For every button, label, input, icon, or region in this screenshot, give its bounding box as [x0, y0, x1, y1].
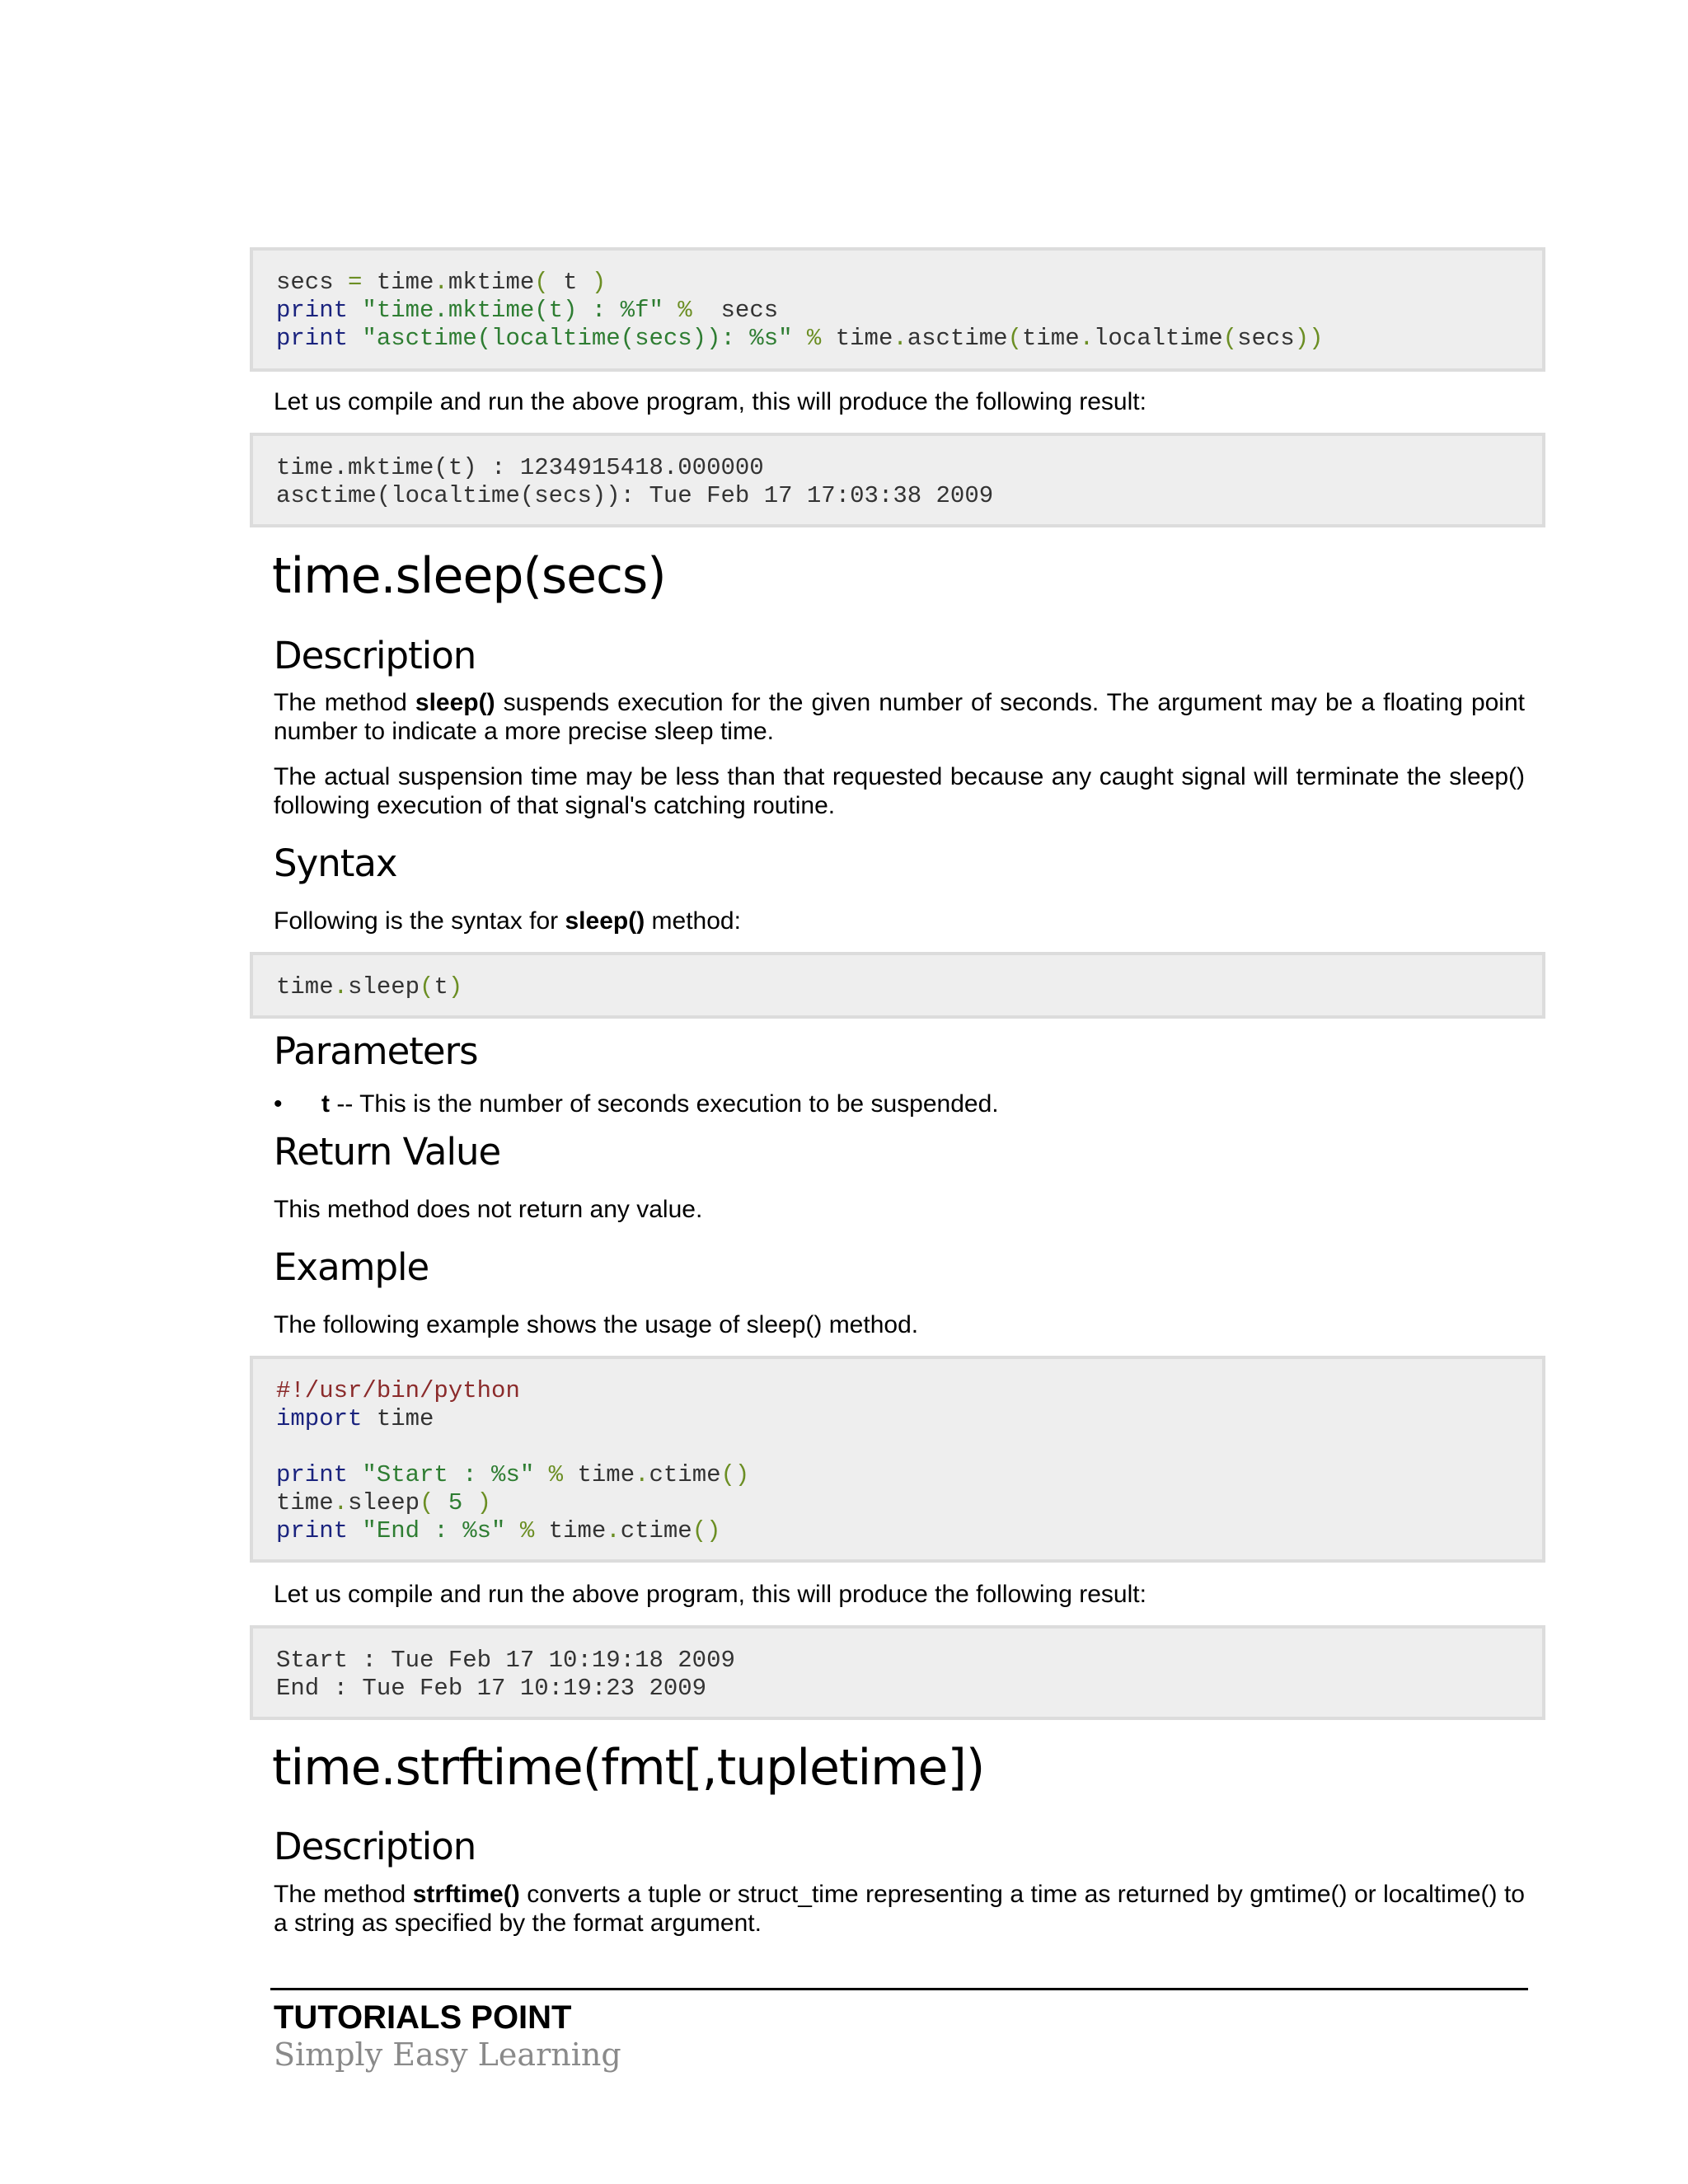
code-token: )	[448, 973, 463, 1001]
return-value-heading: Return Value	[274, 1130, 501, 1174]
code-line	[276, 1647, 1521, 1675]
text-run: Following is the syntax for	[274, 907, 565, 935]
code-token: )	[591, 269, 607, 296]
code-token: "asctime(localtime(secs)): %s"	[362, 325, 793, 352]
code-token: sleep	[348, 1489, 420, 1516]
code-token: #!/usr/bin/python	[276, 1377, 520, 1404]
footer-divider	[270, 1988, 1528, 1990]
output-block	[250, 433, 1545, 527]
text-run: suspends execution for the given number of seconds. The argument may be a floating point number to indicate a more precise sleep time.	[274, 689, 1525, 745]
section-title: time.sleep(secs)	[272, 547, 666, 605]
code-token: print	[276, 325, 349, 352]
example-heading: Example	[274, 1245, 429, 1289]
code-token: (	[420, 1489, 434, 1516]
bullet-icon: •	[274, 1090, 283, 1118]
code-token: Start : Tue Feb 17 10:19:18 2009	[276, 1647, 735, 1674]
method-name: sleep()	[565, 907, 645, 935]
code-token: %	[519, 1517, 535, 1544]
description-heading: Description	[274, 1825, 476, 1868]
code-token: time	[276, 973, 334, 1001]
code-token: print	[276, 1517, 349, 1544]
code-line	[276, 325, 1521, 353]
text-run: converts a tuple or struct_time representing a time as returned by gmtime() or localtime() to a string as specified by the format argument.	[274, 1881, 1525, 1937]
code-token: End : Tue Feb 17 10:19:23 2009	[276, 1675, 707, 1702]
code-line	[276, 1489, 1521, 1517]
code-token: import	[276, 1405, 363, 1432]
code-token: %	[806, 325, 822, 352]
code-line	[276, 973, 1521, 1001]
code-token: (	[420, 973, 434, 1001]
code-token: time	[362, 269, 434, 296]
code-token	[348, 325, 362, 352]
code-token: time	[1021, 325, 1080, 352]
code-line	[276, 1517, 1521, 1545]
code-token: .	[893, 325, 907, 352]
syntax-paragraph	[274, 907, 1525, 935]
code-token: 5	[448, 1489, 463, 1516]
code-token: time	[362, 1405, 434, 1432]
description-paragraph	[274, 688, 1525, 746]
code-token: (	[1007, 325, 1022, 352]
code-token: (	[534, 269, 549, 296]
code-token: ctime	[620, 1517, 692, 1544]
code-token: ))	[1294, 325, 1324, 352]
code-token: "time.mktime(t) : %f"	[362, 297, 663, 324]
code-token: time	[821, 325, 893, 352]
code-token: .	[333, 973, 349, 1001]
code-line	[276, 482, 1521, 510]
code-line	[276, 1675, 1521, 1703]
code-token: sleep	[348, 973, 420, 1001]
code-line	[276, 269, 1521, 297]
code-token: localtime	[1094, 325, 1223, 352]
parameter-text	[321, 1090, 999, 1118]
code-token: ctime	[649, 1461, 721, 1488]
syntax-code-block	[250, 952, 1545, 1019]
example-code-block	[250, 1356, 1545, 1563]
description-heading: Description	[274, 634, 476, 677]
code-token: %	[548, 1461, 564, 1488]
result-output-block	[250, 1625, 1545, 1720]
code-token	[663, 297, 678, 324]
code-token: "End : %s"	[362, 1517, 506, 1544]
code-token	[505, 1517, 519, 1544]
code-token	[348, 297, 362, 324]
code-token: ()	[692, 1517, 721, 1544]
code-token: (	[1222, 325, 1238, 352]
return-value-text: This method does not return any value.	[274, 1196, 703, 1223]
code-token: time	[276, 1489, 334, 1516]
footer-subtitle: Simply Easy Learning	[274, 2036, 621, 2073]
description-paragraph	[274, 1880, 1525, 1938]
code-token: .	[1079, 325, 1095, 352]
parameters-heading: Parameters	[274, 1029, 478, 1073]
method-name: sleep()	[415, 689, 495, 716]
code-token: print	[276, 1461, 349, 1488]
code-token	[534, 1461, 548, 1488]
result-text: Let us compile and run the above program, this will produce the following result:	[274, 1581, 1146, 1608]
description-paragraph-2: The actual suspension time may be less than that requested because any caught signal will terminate the sleep() following execution of that signal's catching routine.	[274, 763, 1525, 819]
code-line	[276, 1377, 1521, 1405]
section-title: time.strftime(fmt[,tupletime])	[272, 1739, 985, 1797]
code-token: time.mktime(t) : 1234915418.000000	[276, 454, 764, 481]
code-token: )	[476, 1489, 492, 1516]
code-line	[276, 297, 1521, 325]
text-run: The method	[274, 689, 415, 716]
code-token: t	[548, 269, 592, 296]
code-line	[276, 1405, 1521, 1433]
footer-title: TUTORIALS POINT	[274, 1999, 572, 2036]
code-line	[276, 1433, 1521, 1461]
example-text: The following example shows the usage of sleep() method.	[274, 1311, 919, 1338]
parameter-name: t	[321, 1090, 330, 1118]
code-token: secs	[276, 269, 349, 296]
code-token: =	[348, 269, 363, 296]
code-token: secs	[1237, 325, 1295, 352]
parameter-description: -- This is the number of seconds execution to be suspended.	[330, 1090, 999, 1118]
code-token: %	[678, 297, 692, 324]
code-line	[276, 454, 1521, 482]
syntax-heading: Syntax	[274, 841, 397, 885]
code-token: "Start : %s"	[362, 1461, 535, 1488]
code-token	[434, 1489, 448, 1516]
paragraph: Let us compile and run the above program, this will produce the following result:	[274, 388, 1146, 415]
code-token: time	[534, 1517, 607, 1544]
code-token: print	[276, 297, 349, 324]
code-token: asctime	[907, 325, 1008, 352]
code-token: .	[635, 1461, 649, 1488]
text-run: method:	[645, 907, 741, 935]
code-token: .	[434, 269, 448, 296]
code-token	[462, 1489, 476, 1516]
code-block	[250, 247, 1545, 372]
code-token: .	[606, 1517, 621, 1544]
code-token	[348, 1517, 362, 1544]
code-token: asctime(localtime(secs)): Tue Feb 17 17:03:38 2009	[276, 482, 994, 509]
code-token: .	[333, 1489, 349, 1516]
code-token: time	[563, 1461, 635, 1488]
text-run: The method	[274, 1881, 413, 1908]
code-token	[348, 1461, 362, 1488]
code-line	[276, 1461, 1521, 1489]
method-name: strftime()	[412, 1881, 520, 1908]
code-token: ()	[720, 1461, 750, 1488]
code-token: mktime	[448, 269, 535, 296]
code-token: t	[434, 973, 448, 1001]
code-token: secs	[692, 297, 779, 324]
code-token	[793, 325, 807, 352]
